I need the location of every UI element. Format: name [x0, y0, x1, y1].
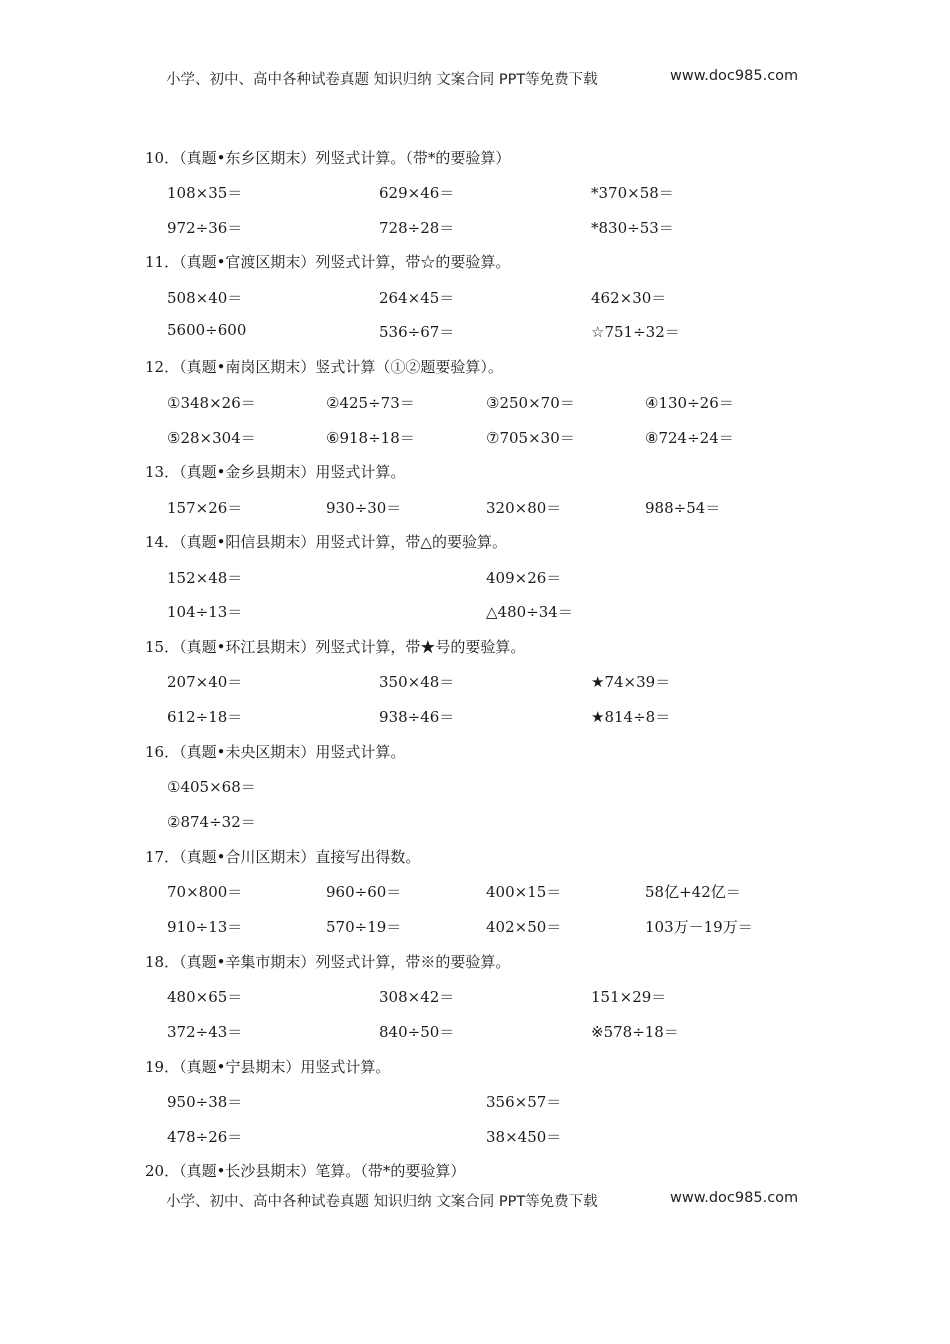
problem-item: ★74×39＝ [591, 673, 671, 691]
problem-item: 108×35＝ [167, 184, 243, 202]
question-title: 11．（真题•官渡区期末）列竖式计算，带☆的要验算。 [145, 253, 511, 271]
question-title: 15．（真题•环江县期末）列竖式计算，带★号的要验算。 [145, 638, 526, 656]
question-title: 10．（真题•东乡区期末）列竖式计算。（带*的要验算） [145, 149, 511, 167]
problem-item: 308×42＝ [379, 988, 455, 1006]
problem-item: 536÷67＝ [379, 323, 455, 341]
problem-item: 462×30＝ [591, 289, 667, 307]
problem-item: 938÷46＝ [379, 708, 455, 726]
problem-item: 70×800＝ [167, 883, 243, 901]
problem-item: 320×80＝ [486, 499, 562, 517]
problem-item: 5600÷600 [167, 321, 247, 339]
problem-item: 58亿+42亿＝ [645, 883, 741, 901]
problem-item: 409×26＝ [486, 569, 562, 587]
problem-item: ②425÷73＝ [326, 394, 415, 412]
problem-item: ③250×70＝ [486, 394, 575, 412]
problem-item: 356×57＝ [486, 1093, 562, 1111]
problem-item: 104÷13＝ [167, 603, 243, 621]
footer-text: 小学、初中、高中各种试卷真题 知识归纳 文案合同 PPT等免费下载 [166, 1194, 598, 1210]
problem-item: 508×40＝ [167, 289, 243, 307]
problem-item: 372÷43＝ [167, 1023, 243, 1041]
problem-item: 264×45＝ [379, 289, 455, 307]
problem-item: 103万－19万＝ [645, 918, 753, 936]
problem-item: ②874÷32＝ [167, 813, 256, 831]
problem-item: 950÷38＝ [167, 1093, 243, 1111]
problem-item: 157×26＝ [167, 499, 243, 517]
problem-item: 38×450＝ [486, 1128, 562, 1146]
problem-item: ①405×68＝ [167, 778, 256, 796]
problem-item: ⑥918÷18＝ [326, 429, 415, 447]
problem-item: ④130÷26＝ [645, 394, 734, 412]
question-title: 18．（真题•辛集市期末）列竖式计算，带※的要验算。 [145, 953, 511, 971]
problem-item: 972÷36＝ [167, 219, 243, 237]
footer-url[interactable]: www.doc985.com [670, 1190, 799, 1206]
problem-item: △480÷34＝ [486, 603, 573, 621]
problem-item: *830÷53＝ [591, 219, 674, 237]
problem-item: 570÷19＝ [326, 918, 402, 936]
question-title: 17．（真题•合川区期末）直接写出得数。 [145, 848, 421, 866]
question-title: 14．（真题•阳信县期末）用竖式计算，带△的要验算。 [145, 533, 507, 551]
problem-item: ⑦705×30＝ [486, 429, 575, 447]
question-title: 13．（真题•金乡县期末）用竖式计算。 [145, 463, 406, 481]
header-text: 小学、初中、高中各种试卷真题 知识归纳 文案合同 PPT等免费下载 [166, 72, 598, 88]
problem-item: 629×46＝ [379, 184, 455, 202]
problem-item: 152×48＝ [167, 569, 243, 587]
problem-item: 728÷28＝ [379, 219, 455, 237]
problem-item: ★814÷8＝ [591, 708, 671, 726]
problem-item: ⑧724÷24＝ [645, 429, 734, 447]
problem-item: 350×48＝ [379, 673, 455, 691]
problem-item: 480×65＝ [167, 988, 243, 1006]
problem-item: 988÷54＝ [645, 499, 721, 517]
problem-item: 151×29＝ [591, 988, 667, 1006]
problem-item: 612÷18＝ [167, 708, 243, 726]
problem-item: *370×58＝ [591, 184, 674, 202]
question-title: 12．（真题•南岗区期末）竖式计算（①②题要验算）。 [145, 358, 503, 376]
problem-item: 840÷50＝ [379, 1023, 455, 1041]
question-title: 19．（真题•宁县期末）用竖式计算。 [145, 1058, 391, 1076]
problem-item: ☆751÷32＝ [591, 323, 680, 341]
problem-item: 960÷60＝ [326, 883, 402, 901]
problem-item: 400×15＝ [486, 883, 562, 901]
header-url[interactable]: www.doc985.com [670, 68, 799, 84]
problem-item: 402×50＝ [486, 918, 562, 936]
question-title: 16．（真题•未央区期末）用竖式计算。 [145, 743, 406, 761]
problem-item: ※578÷18＝ [591, 1023, 679, 1041]
problem-item: 478÷26＝ [167, 1128, 243, 1146]
problem-item: 910÷13＝ [167, 918, 243, 936]
problem-item: ①348×26＝ [167, 394, 256, 412]
question-title: 20．（真题•长沙县期末）笔算。（带*的要验算） [145, 1162, 466, 1180]
problem-item: ⑤28×304＝ [167, 429, 256, 447]
problem-item: 930÷30＝ [326, 499, 402, 517]
problem-item: 207×40＝ [167, 673, 243, 691]
